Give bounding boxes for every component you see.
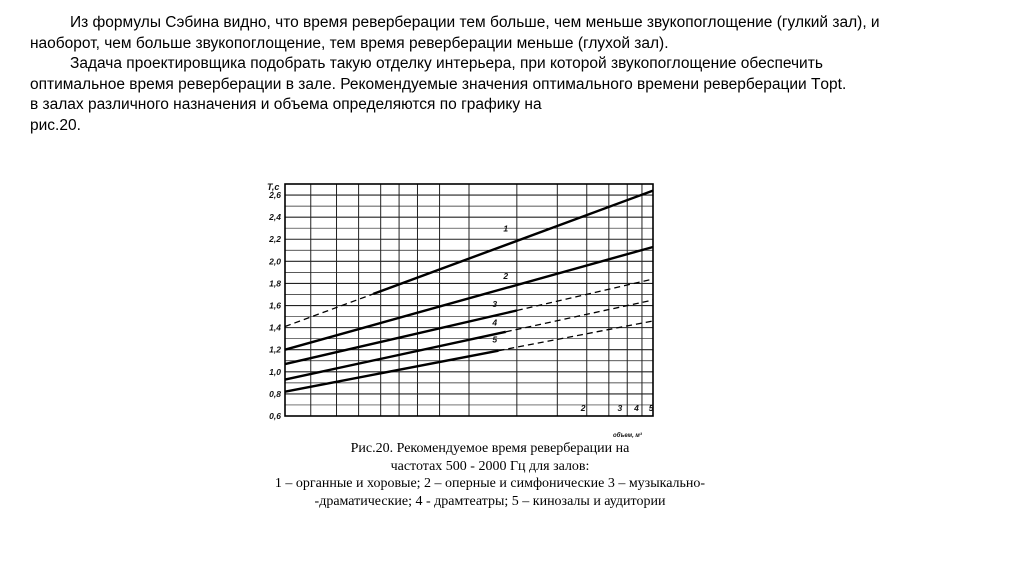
series-5-label: 5 <box>492 334 498 345</box>
y-tick-label: 2,0 <box>269 256 281 267</box>
paragraph-1-line-2: наоборот, чем больше звукопоглощение, тем время реверберации меньше (глухой зал). <box>30 34 669 52</box>
paragraph-2-line-4: рис.20. <box>30 116 81 134</box>
y-tick-label: 1,0 <box>269 366 281 377</box>
caption-line-1: Рис.20. Рекомендуемое время реверберации на <box>350 441 630 456</box>
figure-caption <box>200 440 780 510</box>
paragraph-2-line-2: оптимальное время реверберации в зале. Рекомендуемые значения оптимального времени реверберации Тopt. <box>30 75 847 93</box>
y-tick-label: 1,2 <box>269 344 281 355</box>
y-tick-label: 0,8 <box>269 388 281 399</box>
x-axis-label: объем, м³ <box>613 433 642 438</box>
series-2-label: 2 <box>503 271 509 282</box>
caption-line-4: -драматические; 4 - драмтеатры; 5 – кинозалы и аудитории <box>314 493 666 509</box>
paragraph-1-line-1: Из формулы Сэбина видно, что время реверберации тем больше, чем меньше звукопоглощение (гулкий зал), и <box>70 14 880 31</box>
x-tick-labels <box>580 403 654 413</box>
paragraph-2-line-3: в залах различного назначения и объема определяются по графику на <box>30 96 542 113</box>
y-tick-labels <box>268 190 281 421</box>
series-1-label: 1 <box>503 223 509 234</box>
y-tick-label: 1,8 <box>269 278 281 289</box>
series-3-label: 3 <box>492 298 498 309</box>
y-tick-label: 1,6 <box>269 300 281 311</box>
y-tick-label: 2,6 <box>269 190 281 201</box>
series-4-dashed <box>506 300 653 332</box>
x-tick-label: 4 <box>634 403 639 413</box>
y-tick-label: 0,6 <box>269 411 281 421</box>
x-tick-label: 2 <box>580 403 586 413</box>
paragraph-2-line-1: Задача проектировщика подобрать такую отделку интерьера, при которой звукопоглощение обеспечить <box>70 55 823 72</box>
series-5-dashed <box>498 321 653 351</box>
x-tick-label: 5 <box>648 403 654 413</box>
series-4-label: 4 <box>492 317 498 328</box>
reverberation-chart <box>255 176 675 438</box>
y-tick-label: 2,4 <box>269 212 281 223</box>
y-tick-label: 1,4 <box>269 322 281 333</box>
caption-line-2: частотах 500 - 2000 Гц для залов: <box>390 458 590 474</box>
caption-line-3: 1 – органные и хоровые; 2 – оперные и симфонические 3 – музыкально- <box>274 476 706 491</box>
paragraph-2 <box>30 54 1000 136</box>
y-tick-label: 2,2 <box>269 234 281 245</box>
paragraph-1 <box>30 13 1000 54</box>
x-tick-label: 3 <box>617 403 623 413</box>
series-1-dashed <box>285 294 373 327</box>
y-axis-label: T,c <box>267 182 280 192</box>
